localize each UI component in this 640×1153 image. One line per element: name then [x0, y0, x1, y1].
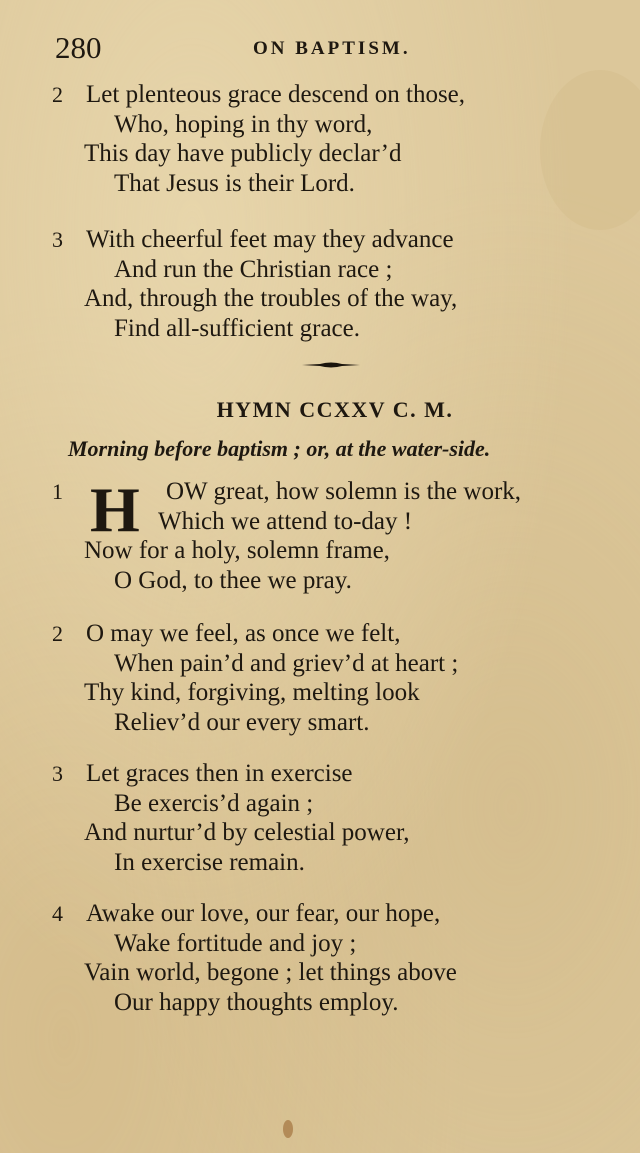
line-text: That Jesus is their Lord.	[114, 169, 355, 197]
line-text: Vain world, begone ; let things above	[84, 959, 457, 986]
stanza-number: 1	[52, 479, 63, 504]
verse-line	[52, 110, 465, 140]
hymn-subtitle: Morning before baptism ; or, at the water-side.	[68, 436, 491, 461]
stanza-1	[52, 474, 522, 595]
stanza-number: 3	[52, 227, 63, 252]
stanza-2	[52, 619, 458, 737]
verse-line	[52, 678, 458, 708]
stanza-number: 2	[52, 82, 63, 107]
drop-cap: H	[90, 474, 138, 545]
verse-line	[52, 988, 457, 1018]
line-text: Let plenteous grace descend on those,	[86, 81, 466, 108]
verse-line	[52, 225, 457, 255]
stanza-prev-3	[52, 225, 457, 343]
line-text: This day have publicly declar’d	[84, 140, 402, 167]
line-text: And nurtur’d by celestial power,	[84, 819, 410, 846]
verse-line	[52, 818, 410, 848]
line-text: O God, to thee we pray.	[114, 566, 352, 594]
line-text: With cheerful feet may they advance	[86, 226, 454, 253]
running-head: ON BAPTISM.	[253, 38, 411, 59]
verse-line	[52, 255, 457, 285]
paper-stain	[283, 1120, 293, 1138]
line-text: O may we feel, as once we felt,	[86, 620, 401, 647]
stanza-number: 3	[52, 761, 63, 786]
verse-line	[52, 536, 521, 566]
verse-line	[52, 958, 457, 988]
hymn-title: HYMN CCXXV C. M.	[216, 397, 454, 422]
line-text: And, through the troubles of the way,	[84, 285, 458, 312]
verse-line	[52, 649, 458, 679]
stanza-prev-2	[52, 80, 465, 198]
line-text: Which we attend to-day !	[158, 507, 413, 535]
line-text: Our happy thoughts employ.	[114, 988, 399, 1016]
line-text: Who, hoping in thy word,	[114, 110, 373, 138]
verse-line	[52, 284, 457, 314]
verse-line	[52, 169, 465, 199]
line-text: Awake our love, our fear, our hope,	[86, 900, 441, 927]
page-number: 280	[55, 30, 102, 65]
stanza-3	[52, 759, 410, 877]
line-text: When pain’d and griev’d at heart ;	[114, 649, 459, 677]
line-text: Be exercis’d again ;	[114, 789, 314, 817]
verse-line	[52, 708, 458, 738]
page-header	[55, 30, 575, 70]
verse-line	[52, 759, 410, 789]
line-text: In exercise remain.	[114, 848, 305, 876]
ornamental-rule-icon	[302, 362, 360, 368]
verse-line	[52, 789, 410, 819]
stanza-number: 2	[52, 621, 63, 646]
line-text: Let graces then in exercise	[86, 760, 353, 787]
verse-line	[52, 848, 410, 878]
verse-line	[52, 314, 457, 344]
verse-line	[52, 139, 465, 169]
verse-line	[52, 619, 458, 649]
line-text: Reliev’d our every smart.	[114, 708, 370, 736]
stanza-4	[52, 899, 457, 1017]
verse-line	[52, 477, 521, 507]
line-text: Now for a holy, solemn frame,	[84, 537, 390, 564]
verse-line	[52, 80, 465, 110]
verse-line	[52, 566, 521, 596]
line-text: OW great, how solemn is the work,	[166, 478, 522, 505]
paper-stain	[540, 70, 640, 230]
line-text: Find all-sufficient grace.	[114, 314, 360, 342]
verse-line	[52, 929, 457, 959]
line-text: Thy kind, forgiving, melting look	[84, 679, 420, 706]
verse-line	[52, 899, 457, 929]
line-text: And run the Christian race ;	[114, 255, 393, 283]
line-text: Wake fortitude and joy ;	[114, 929, 357, 957]
verse-line	[52, 507, 521, 537]
stanza-number: 4	[52, 901, 63, 926]
